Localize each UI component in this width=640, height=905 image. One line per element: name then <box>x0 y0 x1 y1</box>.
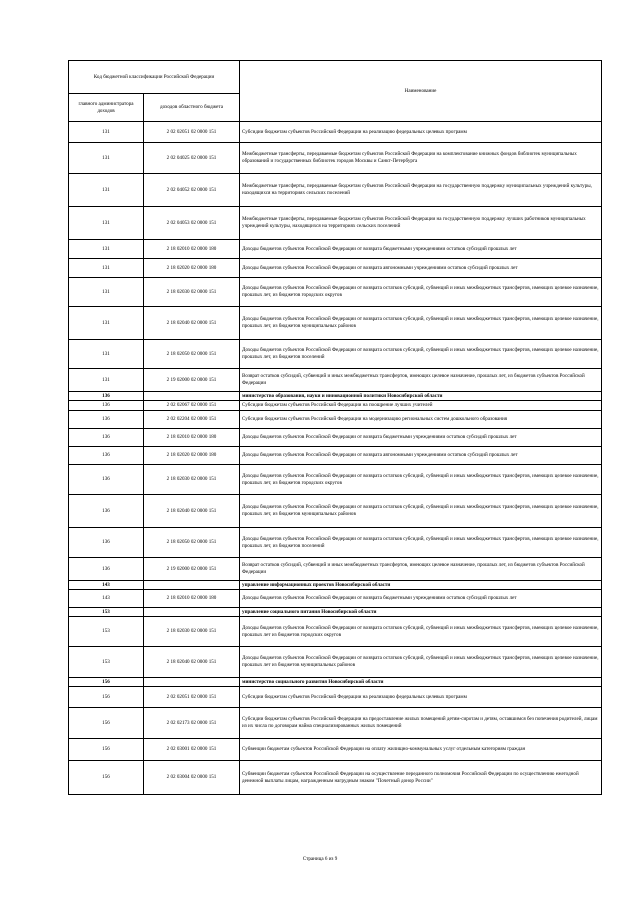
table-row <box>69 528 602 558</box>
revenue-code-cell: 2 18 02010 02 0000 180 <box>144 590 240 608</box>
name-cell: Межбюджетные трансферты, передаваемые бюджетам субъектов Российской Федерации на комплектование книжных фондов библиотек муниципальных образований и государственных библиотек городов Москвы и Санкт-Петербурга <box>240 143 602 174</box>
table-body <box>69 61 602 795</box>
revenue-code-cell: 2 19 02000 02 0000 151 <box>144 558 240 581</box>
revenue-code-cell: 2 02 04053 02 0000 151 <box>144 207 240 240</box>
admin-code-cell: 156 <box>69 678 144 687</box>
table-row <box>69 307 602 340</box>
revenue-code-cell: 2 02 02067 02 0000 151 <box>144 401 240 411</box>
name-cell: Доходы бюджетов субъектов Российской Федерации от возврата остатков субсидий, субвенций и иных межбюджетных трансфертов, имеющих целевое назначение, прошлых лет, из бюджетов городских округов <box>240 278 602 307</box>
revenue-code-cell: 2 02 02173 02 0000 151 <box>144 708 240 739</box>
admin-code-cell: 136 <box>69 465 144 495</box>
table-row <box>69 259 602 278</box>
page-footer: Страница 6 из 9 <box>302 856 338 862</box>
department-row <box>69 678 602 687</box>
name-cell: Доходы бюджетов субъектов Российской Федерации от возврата бюджетными учреждениями остатков субсидий прошлых лет <box>240 240 602 259</box>
admin-code-cell: 131 <box>69 278 144 307</box>
revenue-code-cell: 2 02 04025 02 0000 151 <box>144 143 240 174</box>
table-row <box>69 687 602 708</box>
table-row <box>69 278 602 307</box>
table-row <box>69 369 602 392</box>
name-cell: Доходы бюджетов субъектов Российской Федерации от возврата остатков субсидий, субвенций и иных межбюджетных трансфертов, имеющих целевое назначение, прошлых лет, из бюджетов поселений <box>240 528 602 558</box>
revenue-code-cell: 2 18 02030 02 0000 151 <box>144 278 240 307</box>
table-row <box>69 401 602 411</box>
revenue-code-cell <box>144 581 240 590</box>
header-revenue: доходов областного бюджета <box>144 94 240 122</box>
admin-code-cell: 136 <box>69 447 144 465</box>
admin-code-cell: 156 <box>69 761 144 795</box>
table-row <box>69 465 602 495</box>
revenue-codes-table <box>68 60 602 795</box>
department-row <box>69 608 602 617</box>
revenue-code-cell: 2 18 02030 02 0000 151 <box>144 465 240 495</box>
admin-code-cell: 156 <box>69 708 144 739</box>
department-row <box>69 392 602 401</box>
name-cell: министерство образования, науки и инновационной политики Новосибирской области <box>240 392 602 401</box>
admin-code-cell: 131 <box>69 340 144 369</box>
table-row <box>69 447 602 465</box>
table-row <box>69 617 602 647</box>
name-cell: министерство социального развития Новосибирской области <box>240 678 602 687</box>
revenue-code-cell: 2 18 02050 02 0000 151 <box>144 528 240 558</box>
revenue-code-cell: 2 18 02040 02 0000 151 <box>144 495 240 528</box>
revenue-code-cell: 2 19 02000 02 0000 151 <box>144 369 240 392</box>
admin-code-cell: 153 <box>69 647 144 678</box>
revenue-code-cell: 2 02 03001 02 0000 151 <box>144 739 240 761</box>
admin-code-cell: 156 <box>69 739 144 761</box>
name-cell: Доходы бюджетов субъектов Российской Федерации от возврата бюджетными учреждениями остатков субсидий прошлых лет <box>240 429 602 447</box>
revenue-code-cell <box>144 608 240 617</box>
name-cell: Межбюджетные трансферты, передаваемые бюджетам субъектов Российской Федерации на государственную поддержку лучших работников муниципальных учреждений культуры, находящихся на территориях сельских поселений <box>240 207 602 240</box>
name-cell: Доходы бюджетов субъектов Российской Федерации от возврата остатков субсидий, субвенций и иных межбюджетных трансфертов, имеющих целевое назначение, прошлых лет из бюджетов муниципальных районов <box>240 647 602 678</box>
table-row <box>69 708 602 739</box>
name-cell: Доходы бюджетов субъектов Российской Федерации от возврата бюджетными учреждениями остатков субсидий прошлых лет <box>240 590 602 608</box>
name-cell: Субсидии бюджетам субъектов Российской Федерации на модернизацию региональных систем дошкольного образования <box>240 411 602 429</box>
table-row <box>69 240 602 259</box>
revenue-code-cell: 2 02 02051 02 0000 151 <box>144 687 240 708</box>
table-row <box>69 761 602 795</box>
name-cell: Доходы бюджетов субъектов Российской Федерации от возврата остатков субсидий, субвенций и иных межбюджетных трансфертов, имеющих целевое назначение, прошлых лет, из бюджетов муниципальных районов <box>240 495 602 528</box>
revenue-code-cell: 2 18 02030 02 0000 151 <box>144 617 240 647</box>
revenue-code-cell: 2 02 04052 02 0000 151 <box>144 174 240 207</box>
revenue-code-cell: 2 18 02040 02 0000 151 <box>144 307 240 340</box>
revenue-code-cell: 2 18 02010 02 0000 180 <box>144 429 240 447</box>
name-cell: Возврат остатков субсидий, субвенций и иных межбюджетных трансфертов, имеющих целевое назначение, прошлых лет, из бюджетов субъектов Российской Федерации <box>240 558 602 581</box>
admin-code-cell: 131 <box>69 143 144 174</box>
name-cell: Межбюджетные трансферты, передаваемые бюджетам субъектов Российской Федерации на государственную поддержку муниципальных учреждений культуры, находящихся на территориях сельских поселений <box>240 174 602 207</box>
name-cell: Субсидии бюджетам субъектов Российской Федерации на реализацию федеральных целевых программ <box>240 687 602 708</box>
name-cell: Субвенции бюджетам субъектов Российской Федерации на осуществление переданного полномочия Российской Федерации по осуществлению ежегодной денежной выплаты лицам, награжденным нагрудным знаком "Почетный донор России" <box>240 761 602 795</box>
admin-code-cell: 136 <box>69 429 144 447</box>
name-cell: Субсидии бюджетам субъектов Российской Федерации на реализацию федеральных целевых программ <box>240 122 602 143</box>
admin-code-cell: 131 <box>69 122 144 143</box>
revenue-code-cell: 2 18 02010 02 0000 180 <box>144 240 240 259</box>
revenue-code-cell: 2 18 02020 02 0000 180 <box>144 259 240 278</box>
admin-code-cell: 136 <box>69 558 144 581</box>
admin-code-cell: 131 <box>69 240 144 259</box>
name-cell: Субсидии бюджетам субъектов Российской Федерации на поощрение лучших учителей <box>240 401 602 411</box>
admin-code-cell: 136 <box>69 401 144 411</box>
name-cell: Доходы бюджетов субъектов Российской Федерации от возврата остатков субсидий, субвенций и иных межбюджетных трансфертов, имеющих целевое назначение, прошлых лет, из бюджетов городских округов <box>240 465 602 495</box>
header-row-group <box>69 61 602 94</box>
admin-code-cell: 156 <box>69 687 144 708</box>
table-row <box>69 429 602 447</box>
revenue-code-cell: 2 18 02040 02 0000 151 <box>144 647 240 678</box>
table-row <box>69 207 602 240</box>
department-row <box>69 581 602 590</box>
table-row <box>69 122 602 143</box>
header-admin: главного администратора доходов <box>69 94 144 122</box>
revenue-code-cell: 2 02 02051 02 0000 151 <box>144 122 240 143</box>
revenue-code-cell: 2 02 02204 02 0000 151 <box>144 411 240 429</box>
name-cell: Доходы бюджетов субъектов Российской Федерации от возврата остатков субсидий, субвенций и иных межбюджетных трансфертов, имеющих целевое назначение, прошлых лет, из бюджетов муниципальных районов <box>240 307 602 340</box>
name-cell: Доходы бюджетов субъектов Российской Федерации от возврата автономными учреждениями остатков субсидий прошлых лет <box>240 259 602 278</box>
table-row <box>69 174 602 207</box>
name-cell: Доходы бюджетов субъектов Российской Федерации от возврата остатков субсидий, субвенций и иных межбюджетных трансфертов, имеющих целевое назначение, прошлых лет из бюджетов городских округов <box>240 617 602 647</box>
revenue-code-cell: 2 18 02020 02 0000 180 <box>144 447 240 465</box>
admin-code-cell: 131 <box>69 174 144 207</box>
revenue-code-cell: 2 18 02050 02 0000 151 <box>144 340 240 369</box>
name-cell: Субсидии бюджетам субъектов Российской Федерации на предоставление жилых помещений детям-сиротам и детям, оставшимся без попечения родителей, лицам из их числа по договорам найма специализированных жилых помещений <box>240 708 602 739</box>
admin-code-cell: 153 <box>69 617 144 647</box>
admin-code-cell: 136 <box>69 495 144 528</box>
admin-code-cell: 131 <box>69 369 144 392</box>
table-row <box>69 647 602 678</box>
header-name: Наименование <box>240 61 602 122</box>
admin-code-cell: 143 <box>69 590 144 608</box>
name-cell: управление социального питания Новосибирской области <box>240 608 602 617</box>
table-row <box>69 143 602 174</box>
admin-code-cell: 136 <box>69 392 144 401</box>
table-row <box>69 590 602 608</box>
table-row <box>69 411 602 429</box>
table-row <box>69 558 602 581</box>
revenue-code-cell: 2 02 03004 02 0000 151 <box>144 761 240 795</box>
revenue-code-cell <box>144 392 240 401</box>
name-cell: Возврат остатков субсидий, субвенций и иных межбюджетных трансфертов, имеющих целевое назначение, прошлых лет, из бюджетов субъектов Российской Федерации <box>240 369 602 392</box>
name-cell: управление информационных проектов Новосибирской области <box>240 581 602 590</box>
admin-code-cell: 153 <box>69 608 144 617</box>
admin-code-cell: 143 <box>69 581 144 590</box>
admin-code-cell: 131 <box>69 307 144 340</box>
admin-code-cell: 131 <box>69 207 144 240</box>
revenue-code-cell <box>144 678 240 687</box>
admin-code-cell: 136 <box>69 528 144 558</box>
name-cell: Доходы бюджетов субъектов Российской Федерации от возврата автономными учреждениями остатков субсидий прошлых лет <box>240 447 602 465</box>
name-cell: Доходы бюджетов субъектов Российской Федерации от возврата остатков субсидий, субвенций и иных межбюджетных трансфертов, имеющих целевое назначение, прошлых лет, из бюджетов поселений <box>240 340 602 369</box>
table-row <box>69 495 602 528</box>
table-row <box>69 739 602 761</box>
admin-code-cell: 136 <box>69 411 144 429</box>
header-code-group: Код бюджетной классификации Российской Федерации <box>69 61 240 94</box>
table-row <box>69 340 602 369</box>
name-cell: Субвенции бюджетам субъектов Российской Федерации на оплату жилищно-коммунальных услуг отдельным категориям граждан <box>240 739 602 761</box>
admin-code-cell: 131 <box>69 259 144 278</box>
